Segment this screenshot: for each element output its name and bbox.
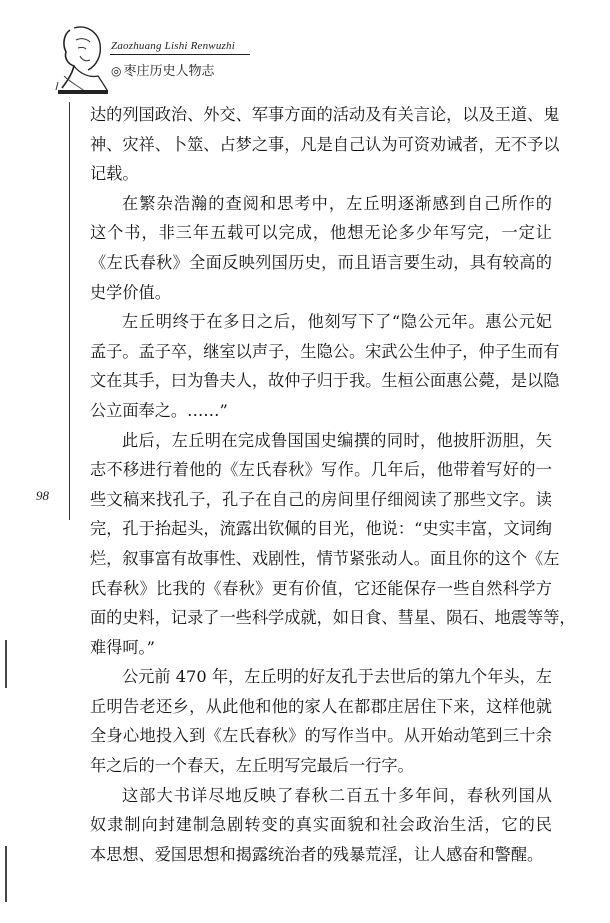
text-line: 年之后的一个春天，左丘明写完最后一行字。 (90, 756, 414, 776)
text-line: 《左氏春秋》全面反映列国历史，而且语言要生动，具有较高的 (90, 252, 552, 272)
text-line: 全身心地投入到《左氏春秋》的写作当中。从开始动笔到三十余 (90, 726, 552, 746)
header-cn-title-row (111, 60, 215, 79)
margin-vertical-rule (69, 102, 70, 520)
author-portrait-illustration (50, 22, 108, 94)
text-line: 这部大书详尽地反映了春秋二百五十多年间，春秋列国从 (122, 785, 552, 805)
text-line: 这个书，非三年五载可以完成，他想无论多少年写完，一定让 (90, 223, 552, 243)
text-line: 丘明告老还乡，从此他和他的家人在都郡庄居住下来，这样他就 (90, 696, 552, 716)
text-line: 左丘明终于在多日之后，他刻写下了“隐公元年。惠公元妃 (122, 312, 552, 332)
page-number: 98 (36, 488, 49, 503)
body-text (90, 100, 576, 869)
header-circle-mark: ◎ (111, 64, 122, 78)
text-line: 神、灾祥、卜筮、占梦之事，凡是自己认为可资劝诫者，无不予以 (90, 134, 560, 154)
text-line: 志不移进行着他的《左氏春秋》写作。几年后，他带着写好的一 (90, 460, 552, 480)
header-cn-title: 枣庄历史人物志 (123, 64, 215, 79)
text-line: 些文稿来找孔子，孔子在自己的房间里仔细阅读了那些文字。读 (90, 489, 552, 509)
text-line: 本思想、爱国思想和揭露统治者的残暴荒淫，让人感奋和警醒。 (90, 844, 544, 864)
header-rule (110, 54, 250, 55)
scan-edge-mark (5, 846, 7, 902)
text-line: 难得呵。” (90, 637, 155, 657)
text-line: 史学价值。 (90, 282, 171, 302)
text-line: 氏春秋》比我的《春秋》更有价值，它还能保存一些自然科学方 (90, 578, 552, 598)
text-line: 此后，左丘明在完成鲁国国史编撰的同时，他披肝沥胆，矢 (122, 430, 552, 450)
text-line: 文在其手，曰为鲁夫人，故仲子归于我。生桓公面惠公薨，是以隐 (90, 371, 560, 391)
text-line: 公立面奉之。……” (90, 400, 228, 420)
text-line: 烂，叙事富有故事性、戏剧性，情节紧张动人。面且你的这个《左 (90, 548, 560, 568)
text-line: 完，孔于抬起头，流露出钦佩的目光，他说：“史实丰富，文词绚 (90, 519, 552, 539)
text-line: 公元前 470 年，左丘明的好友孔于去世后的第九个年头，左 (122, 667, 552, 687)
text-line: 奴隶制向封建制急剧转变的真实面貌和社会政治生活，它的民 (90, 815, 552, 835)
text-line: 在繁杂浩瀚的查阅和思考中，左丘明逐渐感到自己所作的 (122, 193, 552, 213)
header-latin-title: Zaozhuang Lishi Renwuzhi (111, 40, 235, 52)
text-line: 记载。 (90, 164, 139, 184)
text-line: 达的列国政治、外交、军事方面的活动及有关言论，以及王道、鬼 (90, 105, 560, 124)
text-line: 孟子。孟子卒，继室以声子，生隐公。宋武公生仲子，仲子生而有 (90, 341, 560, 361)
scan-edge-mark (5, 640, 7, 688)
text-line: 面的史料，记录了一些科学成就，如日食、彗星、陨石、地震等等， (90, 608, 576, 628)
